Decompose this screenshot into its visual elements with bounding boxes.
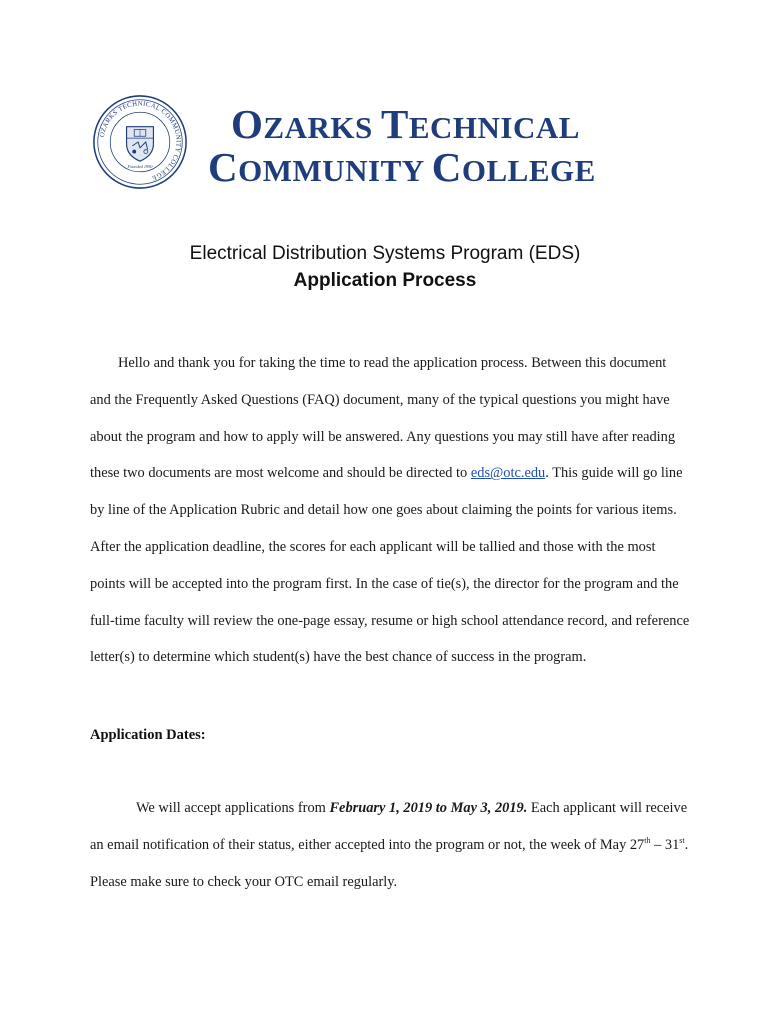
college-seal-logo — [92, 94, 188, 190]
application-dates-paragraph — [90, 776, 690, 915]
email-link[interactable]: eds@otc.edu — [470, 465, 546, 482]
dates-text-4: . Please make sure to check your OTC email regularly. — [90, 837, 689, 890]
dates-text-2: Each applicant will receive an email notification of their status, either accepted into the program or not, the week of May 27 — [90, 800, 688, 854]
application-dates-heading: Application Dates: — [90, 727, 206, 743]
intro-paragraph — [90, 345, 690, 676]
wordmark-line-2: COMMUNITY COLLEGE — [208, 144, 596, 190]
college-wordmark — [208, 101, 596, 192]
wordmark-line-1: OZARKS TECHNICAL — [231, 101, 580, 147]
dates-sup-2: st — [679, 836, 685, 846]
dates-sup-1: th — [644, 836, 651, 846]
intro-text-start: Hello and thank you for taking the time to read the application process. Between this document and the Frequently Asked Questions (FAQ) document, many of the typical questions you might have about the program and how to apply will be answered. Any questions you may still have after reading these two documents are most welcome and should be directed to — [90, 355, 676, 482]
dates-text-3: – 31 — [650, 837, 680, 854]
intro-text-end: . This guide will go line by line of the Application Rubric and detail how one goes about claiming the points for various items. After the application deadline, the scores for each applicant will be tallied and those with the most points will be accepted into the program first. In the case of tie(s), the director for the program and the full-time faculty will review the one-page essay, resume or high school attendance record, and reference letter(s) to determine which student(s) have the best chance of success in the program. — [90, 465, 690, 666]
dates-text-1: We will accept applications from — [136, 800, 330, 817]
seal-founded-text: Founded 1990 — [127, 163, 153, 169]
document-title-line-2: Application Process — [293, 270, 477, 291]
dates-emphasis: February 1, 2019 to May 3, 2019. — [329, 800, 528, 817]
seal-ring-text: OZARKS TECHNICAL COMMUNITY COLLEGE — [98, 100, 182, 182]
document-title-line-1: Electrical Distribution Systems Program (EDS) — [189, 243, 581, 264]
